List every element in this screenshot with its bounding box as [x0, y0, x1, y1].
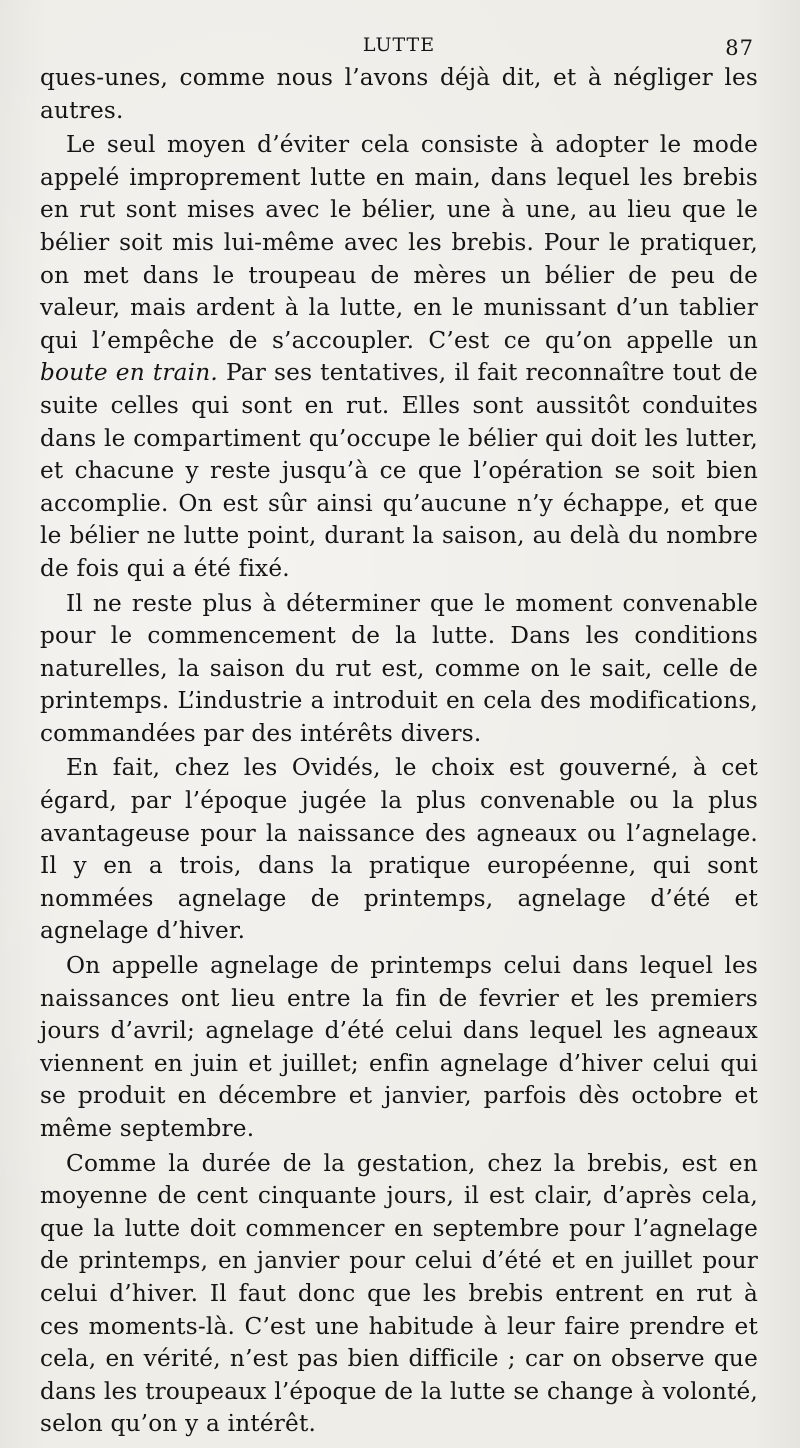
paragraph-2: [40, 129, 758, 585]
paragraph-2-italic-term: boute en train.: [40, 359, 218, 387]
paragraph-1: [40, 62, 758, 127]
paragraph-3: [40, 588, 758, 751]
paragraph-6-text: Comme la durée de la gestation, chez la brebis, est en moyenne de cent cinquante jours, il est clair, d’après cela, que la lutte doit commencer en septembre pour l’agnelage de printemps, en janvier pour celui d’été et en juillet pour celui d’hiver. Il faut donc que les brebis entrent en rut à ces moments-là. C’est une habitude à leur faire prendre et cela, en vérité, n’est pas bien difficile ; car on observe que dans les troupeaux l’époque de la lutte se change à volonté, selon qu’on y a intérêt.: [40, 1149, 758, 1438]
page-number: 87: [725, 36, 754, 60]
paragraph-6: [40, 1148, 758, 1441]
paragraph-2-lead: Le seul moyen d’éviter cela consiste à adopter le mode appelé improprement lutte en main, dans lequel les brebis en rut sont mises avec le bélier, une à une, au lieu que le bélier soit mis lui-même avec les brebis. Pour le pratiquer, on met dans le troupeau de mères un bélier de peu de valeur, mais ardent à la lutte, en le munissant d’un tablier qui l’empêche de s’accoupler. C’est ce qu’on appelle un: [40, 131, 758, 354]
body-text: [40, 62, 758, 1441]
paragraph-1-text: ques-unes, comme nous l’avons déjà dit, et à négliger les autres.: [40, 64, 758, 124]
paragraph-4-text: En fait, chez les Ovidés, le choix est gouverné, à cet égard, par l’époque jugée la plus convenable ou la plus avantageuse pour la naissance des agneaux ou l’agnelage. Il y en a trois, dans la pratique européenne, qui sont nommées agnelage de printemps, agnelage d’été et agnelage d’hiver.: [40, 754, 758, 945]
running-title: LUTTE: [362, 34, 436, 56]
paragraph-5: [40, 950, 758, 1146]
paragraph-5-text: On appelle agnelage de printemps celui dans lequel les naissances ont lieu entre la fin de fevrier et les premiers jours d’avril; agnelage d’été celui dans lequel les agneaux viennent en juin et juillet; enfin agnelage d’hiver celui qui se produit en décembre et janvier, parfois dès octobre et même septembre.: [40, 952, 758, 1142]
running-head: [40, 28, 758, 62]
paragraph-2-tail: Par ses tentatives, il fait reconnaître tout de suite celles qui sont en rut. Elles sont aussitôt conduites dans le compartiment qu’occupe le bélier qui doit les lutter, et chacune y reste jusqu’à ce que l’opération se soit bien accomplie. On est sûr ainsi qu’aucune n’y échappe, et que le bélier ne lutte point, durant la saison, au delà du nombre de fois qui a été fixé.: [40, 359, 758, 582]
paragraph-3-text: Il ne reste plus à déterminer que le moment convenable pour le commencement de la lutte. Dans les conditions naturelles, la saison du rut est, comme on le sait, celle de printemps. L’industrie a introduit en cela des modifications, commandées par des intérêts divers.: [40, 589, 758, 747]
paragraph-4: [40, 752, 758, 948]
